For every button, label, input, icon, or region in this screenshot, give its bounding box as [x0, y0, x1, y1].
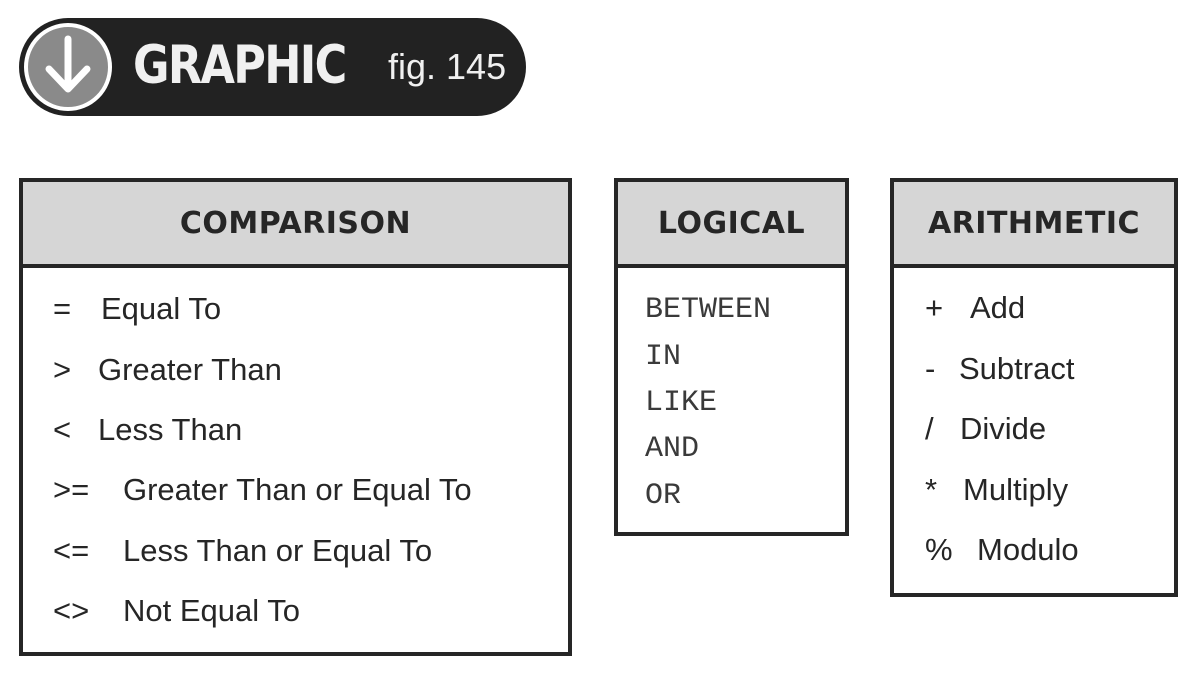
- operator-label: Multiply: [963, 472, 1069, 507]
- arrow-down-circle-icon: [24, 23, 112, 111]
- operator-symbol: >: [53, 352, 72, 387]
- operator-symbol: +: [925, 290, 944, 325]
- operator-label: Divide: [960, 411, 1047, 446]
- operator-symbol: =: [53, 291, 72, 326]
- operator-label: Add: [970, 290, 1026, 325]
- logical-item-between: BETWEEN: [645, 293, 772, 327]
- operator-label: Subtract: [959, 351, 1075, 386]
- arithmetic-title: ARITHMETIC: [927, 205, 1141, 241]
- logical-item-like: LIKE: [645, 386, 718, 420]
- operator-symbol: /: [925, 411, 934, 446]
- comparison-header: [23, 182, 568, 268]
- logical-header: [618, 182, 845, 268]
- logical-item-in: IN: [645, 340, 682, 374]
- operator-symbol: <=: [53, 533, 90, 568]
- operator-label: Not Equal To: [123, 593, 300, 628]
- logical-item-and: AND: [645, 432, 700, 466]
- logical-item-or: OR: [645, 479, 682, 513]
- operator-symbol: >=: [53, 472, 90, 507]
- operator-symbol: -: [925, 351, 936, 386]
- arithmetic-operators-box: [890, 178, 1178, 597]
- operator-label: Less Than or Equal To: [123, 533, 433, 568]
- figure-number: fig. 145: [388, 46, 507, 87]
- comparison-operators-box: [19, 178, 572, 656]
- operator-label: Equal To: [101, 291, 222, 326]
- operator-symbol: %: [925, 532, 953, 567]
- arithmetic-header: [894, 182, 1174, 268]
- figure-title: GRAPHIC: [133, 35, 346, 96]
- operator-label: Modulo: [977, 532, 1079, 567]
- operator-label: Greater Than or Equal To: [123, 472, 472, 507]
- operator-label: Greater Than: [98, 352, 282, 387]
- operator-symbol: *: [925, 472, 938, 507]
- logical-title: LOGICAL: [657, 205, 806, 241]
- figure-badge: [19, 18, 526, 116]
- logical-operators-box: [614, 178, 849, 536]
- comparison-title: COMPARISON: [179, 205, 412, 241]
- operator-symbol: <: [53, 412, 72, 447]
- operator-label: Less Than: [98, 412, 243, 447]
- operator-symbol: <>: [53, 593, 90, 628]
